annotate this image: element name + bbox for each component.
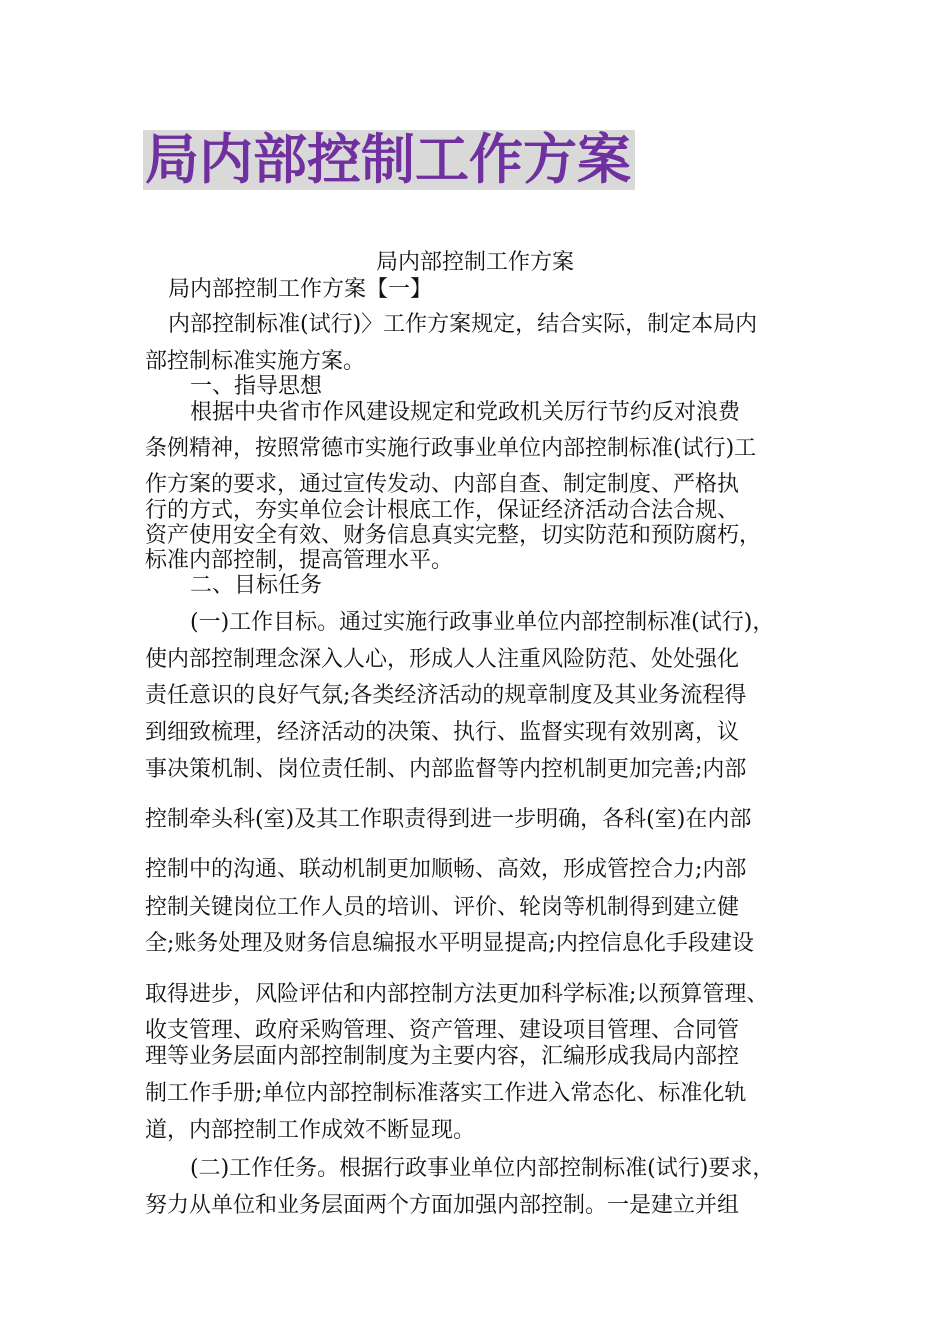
paragraph-line: 资产使用安全有效、财务信息真实完整，切实防范和预防腐朽，	[145, 523, 762, 548]
document-title: 局内部控制工作方案	[143, 130, 635, 190]
paragraph-line: 使内部控制理念深入人心，形成人人注重风险防范、处处强化	[145, 647, 740, 672]
paragraph-line: 全;账务处理及财务信息编报水平明显提高;内控信息化手段建设	[145, 931, 754, 956]
heading-line: 一、指导思想	[190, 374, 323, 399]
paragraph-line: 责任意识的良好气氛;各类经济活动的规章制度及其业务流程得	[145, 683, 747, 708]
paragraph-line: 控制牵头科(室)及其工作职责得到进一步明确，各科(室)在内部	[145, 807, 752, 832]
paragraph-line: 事决策机制、岗位责任制、内部监督等内控机制更加完善;内部	[145, 757, 747, 782]
paragraph-line: 作方案的要求，通过宣传发动、内部自查、制定制度、严格执	[145, 472, 740, 497]
paragraph-line: (一)工作目标。通过实施行政事业单位内部控制标准(试行)，	[190, 610, 775, 635]
document-subtitle: 局内部控制工作方案	[375, 250, 574, 275]
paragraph-line: 理等业务层面内部控制制度为主要内容，汇编形成我局内部控	[145, 1044, 740, 1069]
paragraph-line: 内部控制标准(试行)〉工作方案规定，结合实际，制定本局内	[168, 312, 758, 337]
paragraph-line: 制工作手册;单位内部控制标准落实工作进入常态化、标准化轨	[145, 1081, 747, 1106]
heading-line: 二、目标任务	[190, 573, 323, 598]
paragraph-line: 条例精神，按照常德市实施行政事业单位内部控制标准(试行)工	[145, 436, 757, 461]
paragraph-line: 标准内部控制，提高管理水平。	[145, 548, 454, 573]
paragraph-line: 努力从单位和业务层面两个方面加强内部控制。一是建立并组	[145, 1193, 740, 1218]
paragraph-line: 控制中的沟通、联动机制更加顺畅、高效，形成管控合力;内部	[145, 857, 747, 882]
paragraph-line: 部控制标准实施方案。	[145, 349, 366, 374]
section-heading: 局内部控制工作方案【一】	[168, 277, 433, 302]
paragraph-line: 取得进步，风险评估和内部控制方法更加科学标准;以预算管理、	[145, 982, 769, 1007]
paragraph-line: 行的方式，夯实单位会计根底工作，保证经济活动合法合规、	[145, 498, 740, 523]
paragraph-line: 根据中央省市作风建设规定和党政机关厉行节约反对浪费	[190, 400, 741, 425]
paragraph-line: 收支管理、政府采购管理、资产管理、建设项目管理、合同管	[145, 1018, 740, 1043]
paragraph-line: 控制关键岗位工作人员的培训、评价、轮岗等机制得到建立健	[145, 895, 740, 920]
paragraph-line: 道，内部控制工作成效不断显现。	[145, 1118, 476, 1143]
paragraph-line: 到细致梳理，经济活动的决策、执行、监督实现有效别离，议	[145, 720, 740, 745]
paragraph-line: (二)工作任务。根据行政事业单位内部控制标准(试行)要求，	[190, 1156, 775, 1181]
